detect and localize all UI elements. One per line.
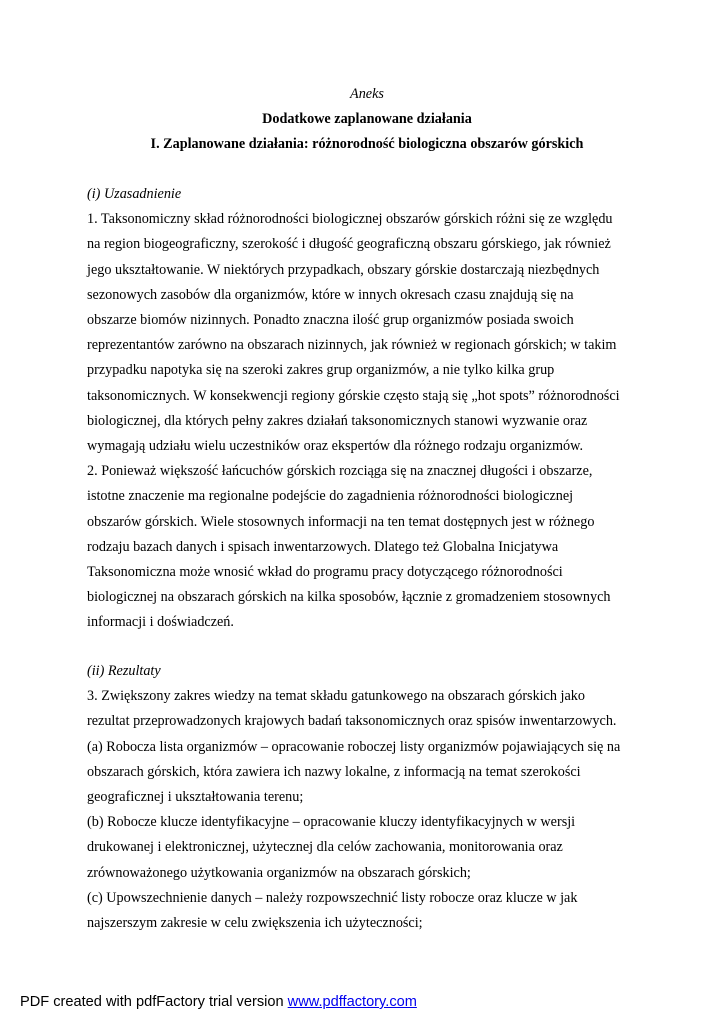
footer-text: PDF created with pdfFactory trial version (20, 994, 288, 1010)
text-line: na region biogeograficzny, szerokość i długość geograficzną obszaru górskiego, jak również (87, 236, 611, 253)
text-line: rezultat przeprowadzonych krajowych badań taksonomicznych oraz spisów inwentarzowych. (87, 713, 617, 730)
section-results (87, 659, 647, 936)
text-line: sezonowych zasobów dla organizmów, które w innych okresach czasu znajdują się na (87, 286, 574, 303)
text-line: istotne znaczenie ma regionalne podejście do zagadnienia różnorodności biologicznej (87, 488, 574, 505)
text-line: wymagają udziału wielu uczestników oraz ekspertów dla różnego rodzaju organizmów. (87, 438, 583, 455)
text-line: reprezentantów zarówno na obszarach nizinnych, jak również w regionach górskich; w takim (87, 337, 617, 354)
annex-label: Aneks (350, 86, 384, 102)
text-line: (a) Robocza lista organizmów – opracowanie roboczej listy organizmów pojawiających się na (87, 738, 621, 755)
text-line: biologicznej na obszarach górskich na kilka sposobów, łącznie z gromadzeniem stosownych (87, 589, 611, 606)
text-line: jego ukształtowanie. W niektórych przypadkach, obszary górskie dostarczają niezbędnych (87, 261, 600, 278)
text-line: drukowanej i elektronicznej, użytecznej dla celów zachowania, monitorowania oraz (87, 839, 563, 856)
text-line: najszerszym zakresie w celu zwiększenia ich użyteczności; (87, 915, 423, 932)
text-line: 3. Zwiększony zakres wiedzy na temat składu gatunkowego na obszarach górskich jako (87, 688, 585, 705)
text-line: obszarów górskich. Wiele stosownych informacji na ten temat dostępnych jest w różnego (87, 513, 595, 530)
document-title: Dodatkowe zaplanowane działania (262, 111, 472, 127)
section-justification (87, 182, 647, 636)
text-line: obszarze biomów nizinnych. Ponadto znaczna ilość grup organizmów posiada swoich (87, 312, 574, 329)
section-heading-results: (ii) Rezultaty (87, 663, 161, 679)
text-line: Taksonomiczna może wnosić wkład do programu pracy dotyczącego różnorodności (87, 564, 563, 581)
text-line: 2. Ponieważ większość łańcuchów górskich rozciąga się na znacznej długości i obszarze, (87, 463, 593, 480)
text-line: 1. Taksonomiczny skład różnorodności biologicznej obszarów górskich różni się ze względu (87, 211, 613, 228)
text-line: informacji i doświadczeń. (87, 614, 234, 631)
document-subtitle: I. Zaplanowane działania: różnorodność biologiczna obszarów górskich (150, 136, 584, 152)
text-line: taksonomicznych. W konsekwencji regiony górskie często stają się „hot spots” różnorodności (87, 387, 620, 404)
section-heading-justification: (i) Uzasadnienie (87, 186, 182, 202)
text-line: zrównoważonego użytkowania organizmów na obszarach górskich; (87, 864, 471, 881)
text-line: rodzaju bazach danych i spisach inwentarzowych. Dlatego też Globalna Inicjatywa (87, 538, 559, 555)
text-line: (c) Upowszechnienie danych – należy rozpowszechnić listy robocze oraz klucze w jak (87, 889, 578, 906)
text-line: geograficznej i ukształtowania terenu; (87, 789, 304, 806)
pdf-footer (20, 994, 417, 1010)
text-line: (b) Robocze klucze identyfikacyjne – opracowanie kluczy identyfikacyjnych w wersji (87, 814, 576, 831)
text-line: biologicznej, dla których pełny zakres działań taksonomicznych stanowi wyzwanie oraz (87, 412, 588, 429)
text-line: przypadku napotyka się na szeroki zakres grup organizmów, a nie tylko kilka grup (87, 362, 555, 379)
text-line: obszarach górskich, która zawiera ich nazwy lokalne, z informacją na temat szerokości (87, 763, 581, 780)
pdffactory-link[interactable]: www.pdffactory.com (287, 994, 417, 1010)
